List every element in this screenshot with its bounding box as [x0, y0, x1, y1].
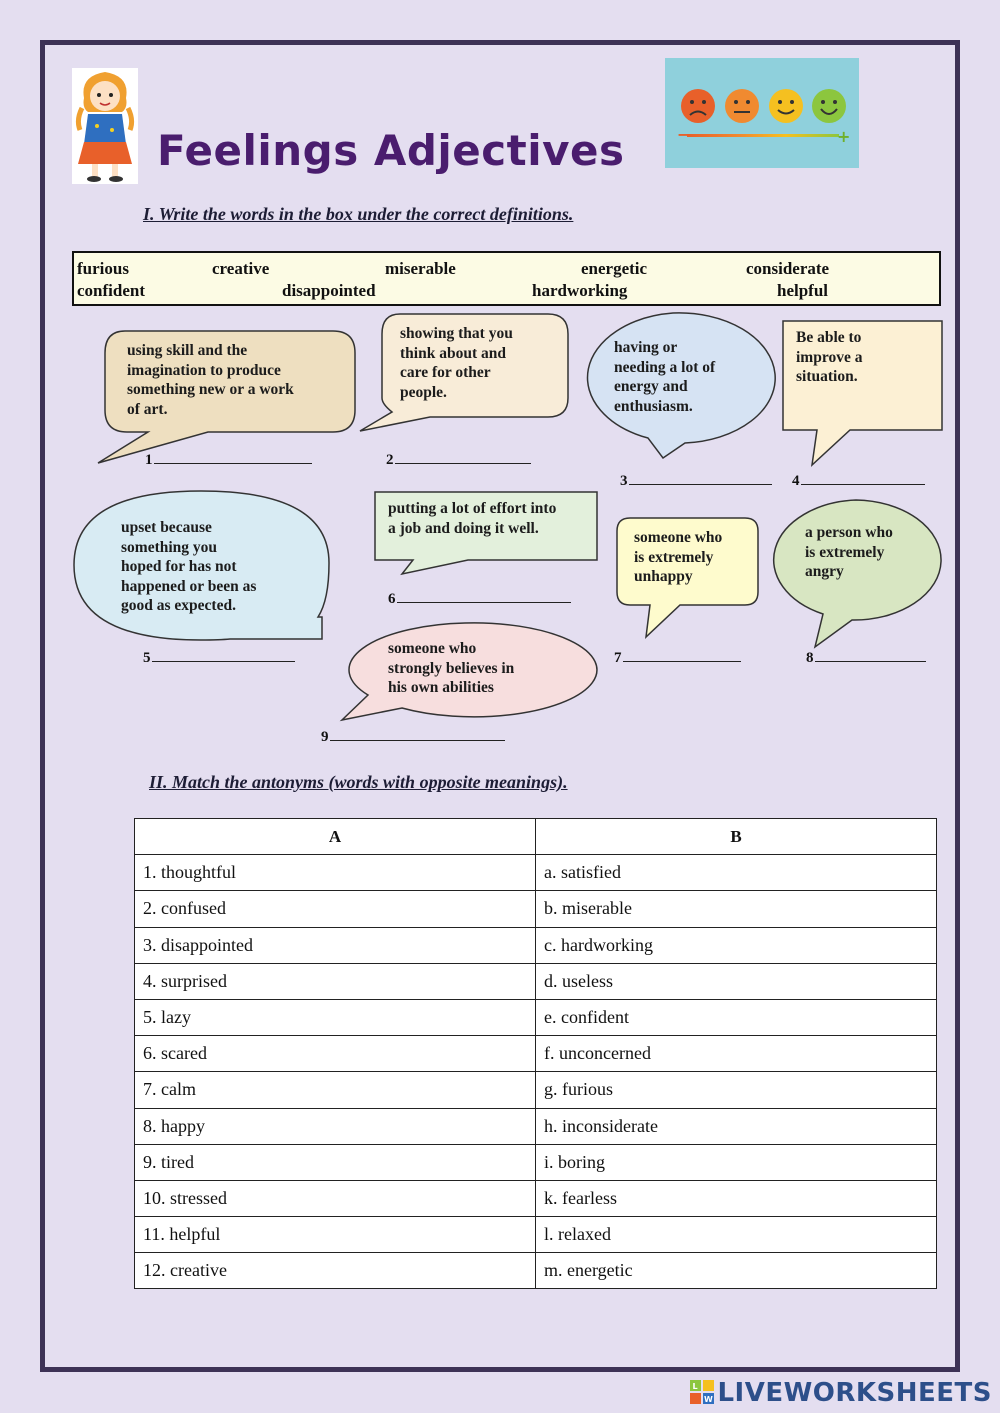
answer-number: 3 — [620, 473, 628, 489]
table-row — [135, 1180, 937, 1216]
answer-blank-6[interactable] — [388, 591, 571, 608]
definition-line: something you — [121, 538, 218, 556]
word-bank-item: confident — [77, 281, 145, 300]
word-bank-item: furious — [77, 259, 129, 278]
answer-blank-1[interactable] — [145, 452, 312, 469]
scale-minus: − — [677, 125, 691, 144]
antonym-a-cell: 10. stressed — [135, 1180, 536, 1216]
definition-7 — [634, 528, 722, 587]
antonym-a-cell: 2. confused — [135, 891, 536, 927]
answer-blank-8[interactable] — [806, 650, 926, 667]
table-row — [135, 963, 937, 999]
answer-blank-4[interactable] — [792, 473, 925, 490]
antonym-b-cell: e. confident — [536, 999, 937, 1035]
definition-8 — [805, 523, 893, 582]
definition-line: strongly believes in — [388, 659, 515, 677]
definition-9 — [388, 639, 514, 698]
definition-line: having or — [614, 339, 678, 356]
definition-line: angry — [805, 563, 844, 580]
antonym-a-cell: 11. helpful — [135, 1217, 536, 1253]
answer-number: 4 — [792, 473, 800, 489]
answer-blank-2[interactable] — [386, 452, 531, 469]
scale-plus: + — [837, 127, 851, 146]
antonym-a-cell: 3. disappointed — [135, 927, 536, 963]
definition-line: showing that you — [400, 325, 513, 342]
table-row — [135, 1144, 937, 1180]
antonym-b-cell: h. inconsiderate — [536, 1108, 937, 1144]
table-row — [135, 927, 937, 963]
antonym-b-cell: d. useless — [536, 963, 937, 999]
antonym-a-cell: 1. thoughtful — [135, 855, 536, 891]
answer-number: 5 — [143, 650, 151, 666]
word-bank-item: helpful — [777, 281, 829, 300]
definition-line: unhappy — [634, 568, 693, 585]
section1-instruction: I. Write the words in the box under the correct definitions. — [143, 204, 574, 224]
antonym-b-cell: m. energetic — [536, 1253, 937, 1289]
word-bank-item: energetic — [581, 259, 648, 278]
page-title: Feelings Adjectives — [157, 126, 625, 175]
antonym-a-cell: 8. happy — [135, 1108, 536, 1144]
definition-line: is extremely — [805, 543, 885, 561]
table-row — [135, 1036, 937, 1072]
definition-2 — [400, 324, 513, 402]
definition-5 — [121, 518, 256, 616]
brand-name: LIVEWORKSHEETS — [717, 1378, 992, 1408]
word-bank-item: disappointed — [282, 281, 376, 300]
definition-line: happened or been as — [121, 577, 257, 595]
answer-blank-5[interactable] — [143, 650, 295, 667]
answer-blank-9[interactable] — [321, 729, 505, 746]
definition-4 — [796, 328, 862, 387]
definition-3 — [614, 338, 715, 416]
liveworksheets-logo — [690, 1378, 992, 1408]
definition-line: care for other — [400, 364, 491, 381]
antonyms-table — [134, 818, 937, 1289]
answer-number: 1 — [145, 452, 153, 468]
answer-number: 7 — [614, 650, 622, 666]
definition-line: energy and — [614, 378, 688, 395]
definition-line: upset because — [121, 519, 212, 536]
definition-line: imagination to produce — [127, 361, 281, 379]
definition-line: someone who — [388, 640, 477, 657]
definition-line: using skill and the — [127, 342, 248, 359]
answer-blank-7[interactable] — [614, 650, 741, 667]
antonym-a-cell: 9. tired — [135, 1144, 536, 1180]
antonym-b-cell: f. unconcerned — [536, 1036, 937, 1072]
logo-letter: W — [704, 1395, 714, 1404]
definition-1 — [127, 341, 294, 419]
column-a-header: A — [135, 819, 536, 855]
table-row — [135, 855, 937, 891]
logo-letter: L — [692, 1382, 699, 1391]
table-row — [135, 1072, 937, 1108]
answer-blank-3[interactable] — [620, 473, 772, 490]
definition-line: is extremely — [634, 548, 714, 566]
antonym-b-cell: a. satisfied — [536, 855, 937, 891]
word-bank-item: considerate — [746, 259, 830, 278]
answer-number: 2 — [386, 452, 394, 468]
antonym-a-cell: 7. calm — [135, 1072, 536, 1108]
liveworksheets-icon — [690, 1380, 714, 1404]
definition-line: his own abilities — [388, 679, 494, 696]
definition-line: someone who — [634, 529, 723, 546]
antonym-a-cell: 12. creative — [135, 1253, 536, 1289]
section2-instruction: II. Match the antonyms (words with opposite meanings). — [149, 772, 568, 792]
definition-line: improve a — [796, 348, 863, 366]
definition-6 — [388, 499, 556, 538]
definition-line: putting a lot of effort into — [388, 500, 557, 517]
definition-line: hoped for has not — [121, 558, 237, 575]
table-row — [135, 999, 937, 1035]
definition-line: think about and — [400, 344, 506, 362]
definition-line: needing a lot of — [614, 358, 716, 376]
definition-line: enthusiasm. — [614, 397, 693, 415]
table-row — [135, 1108, 937, 1144]
column-b-header: B — [536, 819, 937, 855]
antonym-a-cell: 4. surprised — [135, 963, 536, 999]
antonym-a-cell: 5. lazy — [135, 999, 536, 1035]
word-bank-item: miserable — [385, 259, 456, 278]
antonym-b-cell: l. relaxed — [536, 1217, 937, 1253]
answer-number: 9 — [321, 729, 329, 745]
word-bank-item: hardworking — [532, 281, 628, 300]
answer-number: 8 — [806, 650, 814, 666]
table-header-row — [135, 819, 937, 855]
table-row — [135, 1217, 937, 1253]
antonym-b-cell: c. hardworking — [536, 927, 937, 963]
definition-line: a person who — [805, 524, 893, 541]
table-row — [135, 891, 937, 927]
antonym-b-cell: g. furious — [536, 1072, 937, 1108]
antonym-b-cell: k. fearless — [536, 1180, 937, 1216]
table-row — [135, 1253, 937, 1289]
definition-line: of art. — [127, 400, 168, 418]
word-bank-item: creative — [212, 259, 270, 278]
definition-line: situation. — [796, 368, 858, 385]
antonym-b-cell: b. miserable — [536, 891, 937, 927]
definition-line: good as expected. — [121, 597, 236, 614]
antonym-a-cell: 6. scared — [135, 1036, 536, 1072]
definition-line: something new or a work — [127, 381, 294, 398]
antonym-b-cell: i. boring — [536, 1144, 937, 1180]
definition-line: a job and doing it well. — [388, 519, 539, 537]
answer-number: 6 — [388, 591, 396, 607]
definition-line: people. — [400, 383, 447, 401]
definition-line: Be able to — [796, 329, 862, 346]
